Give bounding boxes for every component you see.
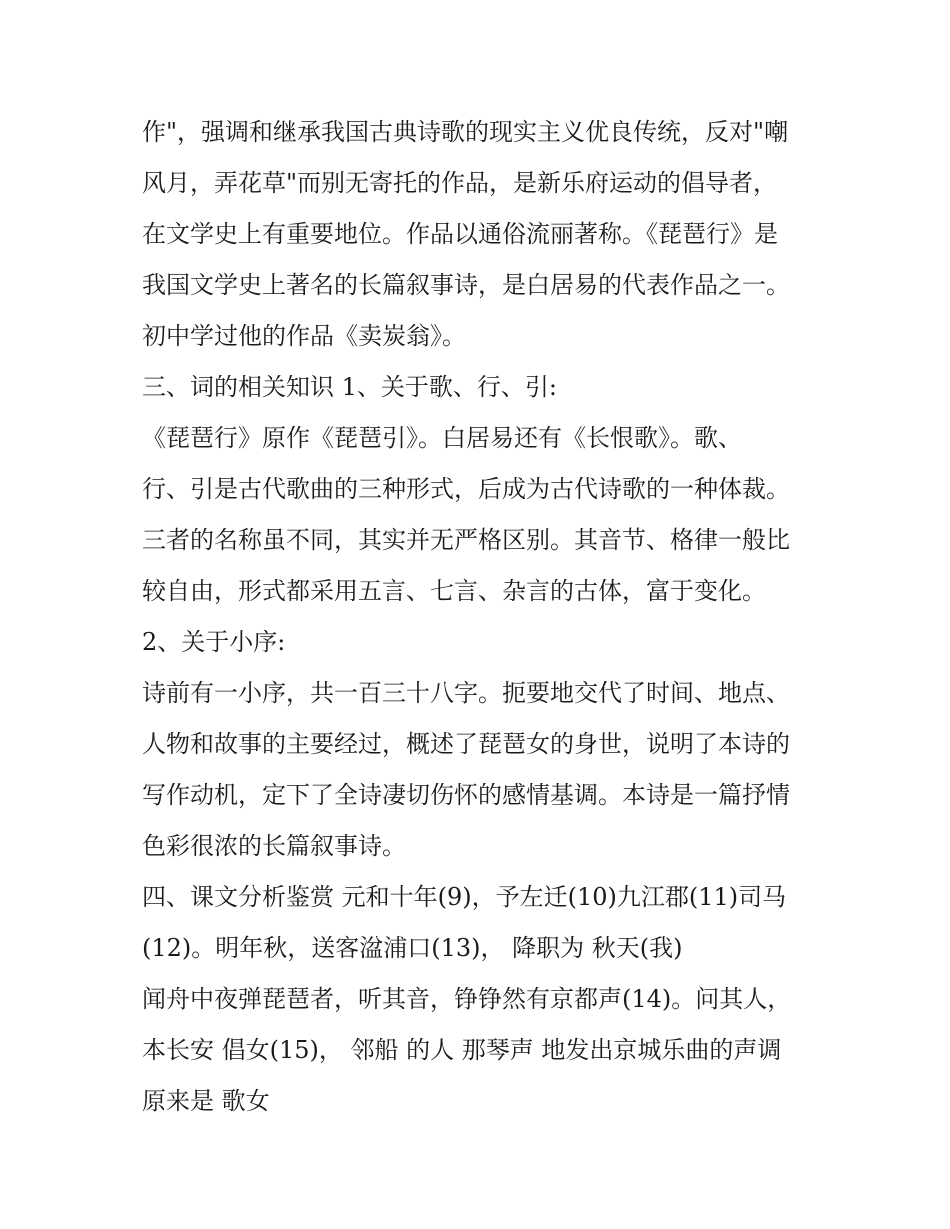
text-line: 诗前有一小序，共一百三十八字。扼要地交代了时间、地点、 [142, 679, 790, 707]
text-line: 闻舟中夜弹琵琶者，听其音，铮铮然有京都声(14)。问其人， [142, 985, 792, 1013]
text-line: 《琵琶行》原作《琵琶引》。白居易还有《长恨歌》。歌、 [142, 424, 742, 452]
document-body [142, 110, 822, 1130]
text-line: 写作动机，定下了全诗凄切伤怀的感情基调。本诗是一篇抒情 [142, 781, 790, 809]
text-line: 本长安 倡女(15)， 邻船 的人 那琴声 地发出京城乐曲的声调 [142, 1036, 782, 1064]
subheading-line: 2、关于小序: [142, 628, 286, 656]
section-heading-line: 三、词的相关知识 1、关于歌、行、引: [142, 373, 557, 401]
text-line: 原来是 歌女 [142, 1087, 270, 1115]
text-line: 较自由，形式都采用五言、七言、杂言的古体，富于变化。 [142, 577, 766, 605]
text-line: 在文学史上有重要地位。作品以通俗流丽著称。《琵琶行》是 [142, 220, 778, 248]
text-line: 行、引是古代歌曲的三种形式，后成为古代诗歌的一种体裁。 [142, 475, 790, 503]
text-line: 人物和故事的主要经过，概述了琵琶女的身世，说明了本诗的 [142, 730, 790, 758]
text-line: 三者的名称虽不同，其实并无严格区别。其音节、格律一般比 [142, 526, 790, 554]
text-line: 我国文学史上著名的长篇叙事诗，是白居易的代表作品之一。 [142, 271, 790, 299]
text-line: (12)。明年秋，送客湓浦口(13)， 降职为 秋天(我) [142, 934, 683, 962]
text-line: 风月，弄花草"而别无寄托的作品，是新乐府运动的倡导者， [142, 169, 778, 197]
text-line: 作"，强调和继承我国古典诗歌的现实主义优良传统，反对"嘲 [142, 118, 789, 146]
text-line: 色彩很浓的长篇叙事诗。 [142, 832, 406, 860]
section-heading-line: 四、课文分析鉴赏 元和十年(9)，予左迁(10)九江郡(11)司马 [142, 883, 787, 911]
text-line: 初中学过他的作品《卖炭翁》。 [142, 322, 466, 350]
